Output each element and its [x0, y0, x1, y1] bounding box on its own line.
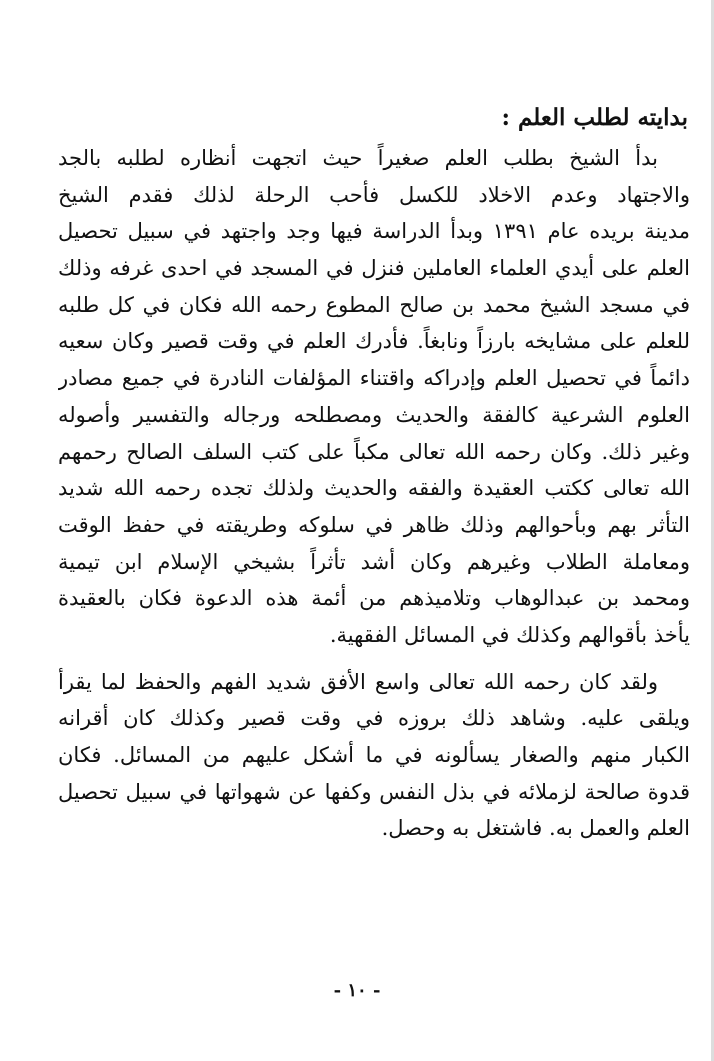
text-line: وغير ذلك. وكان رحمه الله تعالى مكباً على كتب السلف الصالح رحمهم	[58, 439, 690, 464]
text-line: التأثر بهم وبأحوالهم وذلك ظاهر في سلوكه وطريقته في حفظ الوقت	[58, 512, 690, 537]
paragraph-gap	[58, 654, 690, 664]
page-number: - ١٠ -	[333, 980, 381, 1001]
text-line: ومحمد بن عبدالوهاب وتلاميذهم من أئمة هذه الدعوة فكان بالعقيدة	[58, 586, 690, 611]
text-line: بدأ الشيخ بطلب العلم صغيراً حيث اتجهت أنظاره لطلبه بالجد	[58, 146, 658, 170]
text-line: للعلم على مشايخه بارزاً ونابغاً. فأدرك العلم في وقت قصير وكان سعيه	[58, 329, 690, 354]
text-line: العلم على أيدي العلماء العاملين فنزل في المسجد في احدى غرفه وذلك	[58, 256, 690, 281]
text-line: في مسجد الشيخ محمد بن صالح المطوع رحمه الله فكان في كل طلبه	[58, 292, 690, 317]
text-line: العلوم الشرعية كالفقة والحديث ومصطلحه ورجاله والتفسير وأصوله	[58, 402, 690, 427]
text-line: ومعاملة الطلاب وغيرهم وكان أشد تأثراً بشيخي الإسلام ابن تيمية	[58, 549, 690, 574]
text-line: ويلقى عليه. وشاهد ذلك بروزه في وقت قصير وكذلك كان أقرانه	[58, 706, 690, 731]
text-line: قدوة صالحة لزملائه في بذل النفس وكفها عن شهواتها في سبيل تحصيل	[58, 779, 690, 804]
text-line: الله تعالى ككتب العقيدة والفقه والحديث ولذلك تجده رحمه الله شديد	[58, 476, 690, 501]
text-line: مدينة بريده عام ١٣٩١ وبدأ الدراسة فيها وجد واجتهد في سبيل تحصيل	[58, 219, 690, 244]
paragraph-2	[58, 664, 690, 847]
text-line: والاجتهاد وعدم الاخلاد للكسل فأحب الرحلة لذلك فقدم الشيخ	[58, 182, 690, 207]
text-line: يأخذ بأقوالهم وكذلك في المسائل الفقهية.	[329, 622, 690, 647]
section-heading: بدايته لطلب العلم :	[501, 104, 688, 131]
text-line: دائماً في تحصيل العلم وإدراكه واقتناء المؤلفات النادرة في جميع مصادر	[58, 366, 690, 391]
text-line: الكبار منهم والصغار يسألونه في ما أشكل عليهم من المسائل. فكان	[58, 743, 690, 767]
paragraph-1	[58, 140, 690, 654]
text-block	[58, 96, 690, 847]
text-line: العلم والعمل به. فاشتغل به وحصل.	[381, 816, 690, 841]
text-line: ولقد كان رحمه الله تعالى واسع الأفق شديد الفهم والحفظ لما يقرأ	[58, 669, 658, 694]
